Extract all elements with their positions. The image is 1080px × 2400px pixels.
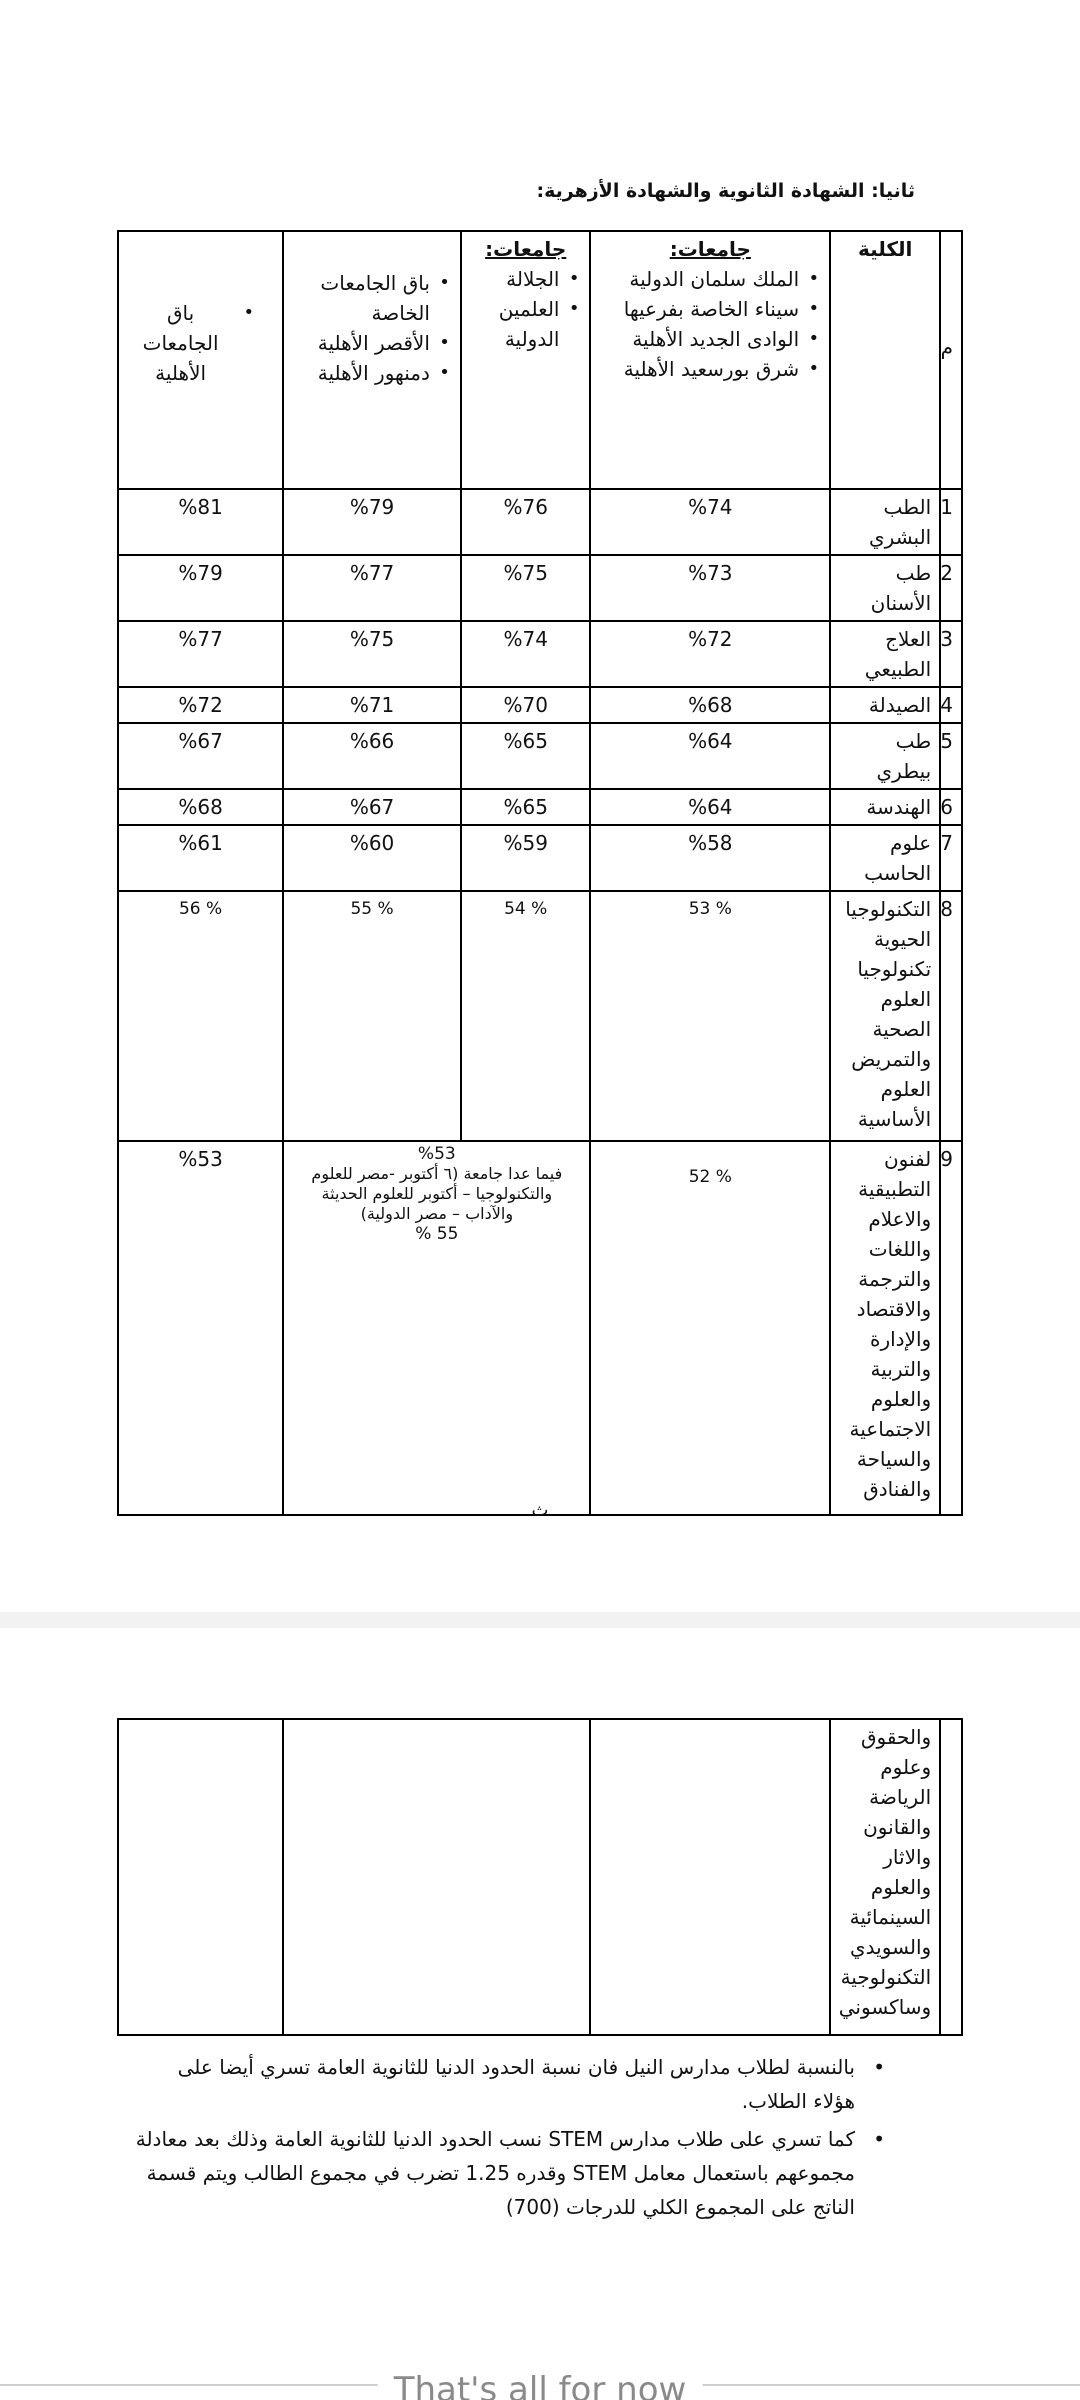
row-value-4 bbox=[118, 1719, 283, 2035]
table-row bbox=[118, 891, 962, 1141]
header-group-3 bbox=[283, 231, 461, 489]
row-index: 1 bbox=[940, 489, 962, 555]
group-2-title: جامعات: bbox=[485, 237, 567, 261]
notes-list bbox=[135, 2050, 855, 2228]
row-value-4: %81 bbox=[118, 489, 283, 555]
group-1-item: • الوادى الجديد الأهلية bbox=[599, 324, 799, 354]
row-value-2: %59 bbox=[461, 825, 591, 891]
document-page-2 bbox=[0, 1628, 1080, 2400]
group-1-item: • شرق بورسعيد الأهلية bbox=[599, 354, 799, 384]
row-index: 8 bbox=[940, 891, 962, 1141]
row-value-2: %75 bbox=[461, 555, 591, 621]
row-value-4: % 56 bbox=[118, 891, 283, 1141]
table-row bbox=[118, 1141, 962, 1515]
group-1-title: جامعات: bbox=[669, 237, 751, 261]
row-index: 7 bbox=[940, 825, 962, 891]
row-value-4: %72 bbox=[118, 687, 283, 723]
row-value-3: %77 bbox=[283, 555, 461, 621]
row-value-1: %73 bbox=[590, 555, 830, 621]
admission-table-continued bbox=[117, 1718, 963, 2036]
row-college: طب بيطري bbox=[830, 723, 940, 789]
row-college: الهندسة bbox=[830, 789, 940, 825]
row-value-2: %70 bbox=[461, 687, 591, 723]
group-3-item: • الأقصر الأهلية bbox=[292, 328, 430, 358]
row-college: العلاج الطبيعي bbox=[830, 621, 940, 687]
end-of-document-banner bbox=[0, 2368, 1080, 2400]
row-value-3: %66 bbox=[283, 723, 461, 789]
row-value-1: %72 bbox=[590, 621, 830, 687]
group-2-item: • العلمين الدولية bbox=[470, 294, 560, 354]
row-index: 5 bbox=[940, 723, 962, 789]
row-college: التكنولوجيا الحيوية تكنولوجيا العلوم الصحية والتمريض العلوم الأساسية bbox=[830, 891, 940, 1141]
row-value-3: %75 bbox=[283, 621, 461, 687]
row-value-1: % 53 bbox=[590, 891, 830, 1141]
row-index bbox=[940, 1719, 962, 2035]
header-group-2 bbox=[461, 231, 591, 489]
row-value-4: %53 bbox=[118, 1141, 283, 1515]
row-value-4: %67 bbox=[118, 723, 283, 789]
row-value-3: %60 bbox=[283, 825, 461, 891]
table-row bbox=[118, 789, 962, 825]
group-1-item: • سيناء الخاصة بفرعيها bbox=[599, 294, 799, 324]
header-group-4 bbox=[118, 231, 283, 489]
row-value-4: %77 bbox=[118, 621, 283, 687]
table-row bbox=[118, 489, 962, 555]
row-college: الصيدلة bbox=[830, 687, 940, 723]
row-value-2: %76 bbox=[461, 489, 591, 555]
row-value-4: %68 bbox=[118, 789, 283, 825]
row-index: 3 bbox=[940, 621, 962, 687]
header-index: م bbox=[940, 231, 962, 489]
admission-table bbox=[117, 230, 963, 1516]
merged-value-bottom: 55 % bbox=[415, 1224, 459, 1244]
row-college: طب الأسنان bbox=[830, 555, 940, 621]
row-value-1: %64 bbox=[590, 789, 830, 825]
end-banner-text: That's all for now bbox=[378, 2368, 703, 2400]
row-value-4: %79 bbox=[118, 555, 283, 621]
row-index: 4 bbox=[940, 687, 962, 723]
row-value-3: %71 bbox=[283, 687, 461, 723]
table-row bbox=[118, 723, 962, 789]
row-college: الطب البشري bbox=[830, 489, 940, 555]
row-value-1: %58 bbox=[590, 825, 830, 891]
table-row bbox=[118, 1719, 962, 2035]
row-value-merged bbox=[283, 1141, 590, 1515]
group-3-item: • باق الجامعات الخاصة bbox=[292, 268, 430, 328]
group-2-item: • الجلالة bbox=[470, 264, 560, 294]
row-value-4: %61 bbox=[118, 825, 283, 891]
row-value-2: % 54 bbox=[461, 891, 591, 1141]
group-1-item: • الملك سلمان الدولية bbox=[599, 264, 799, 294]
row-value-2: %65 bbox=[461, 789, 591, 825]
row-value-1: %74 bbox=[590, 489, 830, 555]
table-row bbox=[118, 555, 962, 621]
note-item: • بالنسبة لطلاب مدارس النيل فان نسبة الحدود الدنيا للثانوية العامة تسري أيضا على هؤلاء الطلاب. bbox=[135, 2050, 855, 2118]
row-index: 6 bbox=[940, 789, 962, 825]
table-row bbox=[118, 621, 962, 687]
note-item: • كما تسري على طلاب مدارس STEM نسب الحدود الدنيا للثانوية العامة وذلك بعد معادلة مجموعهم باستعمال معامل STEM وقدره 1.25 تضرب في مجموع الطالب ويتم قسمة الناتج على المجموع الكلي للدرجات (700) bbox=[135, 2122, 855, 2224]
row-value-3: %67 bbox=[283, 789, 461, 825]
row-value-3: %79 bbox=[283, 489, 461, 555]
group-4-item: • باق الجامعات الأهلية bbox=[127, 298, 234, 388]
row-college: علوم الحاسب bbox=[830, 825, 940, 891]
table-row bbox=[118, 687, 962, 723]
merged-value-note: فيما عدا جامعة (٦ أكتوبر -مصر للعلوم والتكنولوجيا – أكتوبر للعلوم الحديثة والآداب – مصر الدولية) bbox=[311, 1164, 563, 1223]
row-value-1: %68 bbox=[590, 687, 830, 723]
row-value-3: % 55 bbox=[283, 891, 461, 1141]
row-value-merged bbox=[283, 1719, 590, 2035]
page-separator bbox=[0, 1612, 1080, 1628]
row-college: لفنون التطبيقية والاعلام واللغات والترجمة والاقتصاد والإدارة والتربية والعلوم الاجتماعية والسياحة والفنادق bbox=[830, 1141, 940, 1515]
merged-value-top: %53 bbox=[417, 1144, 456, 1164]
header-college: الكلية bbox=[830, 231, 940, 489]
row-value-2: %74 bbox=[461, 621, 591, 687]
table-row bbox=[118, 825, 962, 891]
row-index: 2 bbox=[940, 555, 962, 621]
group-3-item: • دمنهور الأهلية bbox=[292, 358, 430, 388]
row-value-1 bbox=[590, 1719, 830, 2035]
page-mark: ث bbox=[531, 1500, 549, 1521]
section-heading: ثانيا: الشهادة الثانوية والشهادة الأزهرية: bbox=[536, 180, 915, 202]
row-value-1: %64 bbox=[590, 723, 830, 789]
row-college: والحقوق وعلوم الرياضة والقانون والاثار والعلوم السينمائية والسويدي التكنولوجية وساكسوني bbox=[830, 1719, 940, 2035]
table-header-row bbox=[118, 231, 962, 489]
row-value-1: % 52 bbox=[590, 1141, 830, 1515]
row-value-2: %65 bbox=[461, 723, 591, 789]
header-group-1 bbox=[590, 231, 830, 489]
row-index: 9 bbox=[940, 1141, 962, 1515]
